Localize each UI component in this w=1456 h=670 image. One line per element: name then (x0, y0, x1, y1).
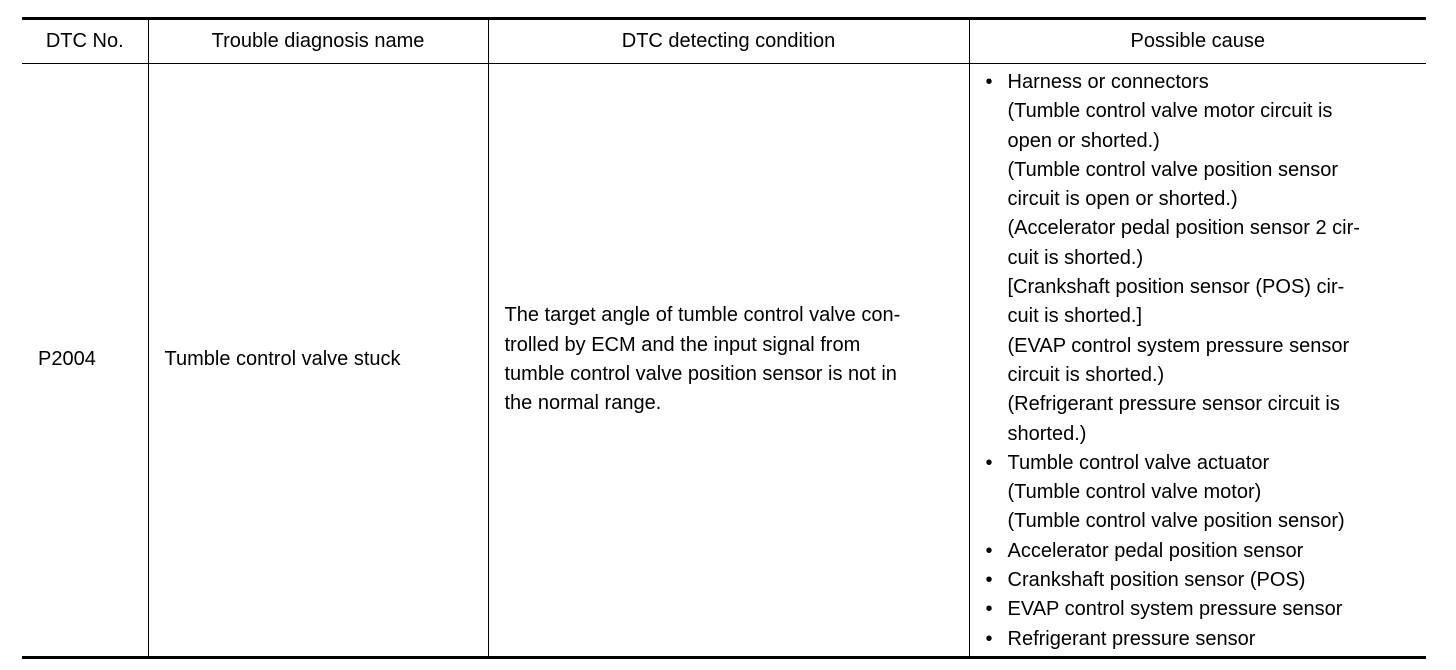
header-dtc-no: DTC No. (22, 19, 148, 64)
cause-item-crankshaft-sensor (984, 566, 1427, 595)
cause-line: cuit is shorted.] (1007, 305, 1143, 328)
cause-line: circuit is shorted.) (1007, 363, 1165, 386)
possible-cause-cell (969, 64, 1426, 658)
bullet-icon: • (985, 569, 993, 592)
cause-line: circuit is open or shorted.) (1007, 188, 1238, 211)
cause-line: [Crankshaft position sensor (POS) cir- (1007, 276, 1345, 299)
cause-line: (Refrigerant pressure sensor circuit is (1007, 393, 1340, 416)
bullet-icon: • (985, 539, 993, 562)
cause-item-evap-sensor (984, 595, 1427, 624)
table-header (22, 19, 1426, 64)
condition-line: trolled by ECM and the input signal from (504, 333, 861, 356)
cause-item-actuator (984, 449, 1427, 537)
condition-line: The target angle of tumble control valve con- (504, 304, 901, 327)
cause-line: (Accelerator pedal position sensor 2 cir- (1007, 217, 1360, 240)
cause-line: (Tumble control valve motor) (1007, 481, 1262, 504)
bullet-icon: • (985, 451, 993, 474)
table-row (22, 64, 1426, 658)
cause-line: (EVAP control system pressure sensor (1007, 334, 1350, 357)
table-body (22, 64, 1426, 658)
dtc-number-cell: P2004 (22, 64, 148, 658)
cause-line: open or shorted.) (1007, 129, 1160, 152)
header-possible-cause: Possible cause (969, 19, 1426, 64)
cause-line: shorted.) (1007, 422, 1087, 445)
bullet-icon: • (985, 627, 993, 650)
header-row (22, 19, 1426, 64)
cause-line: Harness or connectors (1007, 71, 1209, 93)
cause-line: Tumble control valve actuator (1007, 451, 1270, 474)
condition-line: the normal range. (504, 392, 662, 415)
trouble-diagnosis-name-cell: Tumble control valve stuck (148, 64, 488, 658)
possible-cause-list (984, 68, 1427, 654)
cause-line: (Tumble control valve position sensor) (1007, 510, 1345, 533)
header-dtc-detecting-condition: DTC detecting condition (488, 19, 969, 64)
cause-item-refrigerant-sensor (984, 625, 1427, 654)
cause-item-accelerator-sensor (984, 537, 1427, 566)
cause-line: Refrigerant pressure sensor (1007, 627, 1256, 650)
header-trouble-diagnosis-name: Trouble diagnosis name (148, 19, 488, 64)
cause-line: Accelerator pedal position sensor (1007, 539, 1304, 562)
cause-line: (Tumble control valve motor circuit is (1007, 100, 1333, 123)
detecting-condition-cell (488, 64, 969, 658)
bullet-icon: • (985, 71, 993, 93)
cause-line: cuit is shorted.) (1007, 246, 1144, 269)
condition-line: tumble control valve position sensor is not in (504, 362, 897, 385)
bullet-icon: • (985, 598, 993, 621)
cause-line: EVAP control system pressure sensor (1007, 598, 1343, 621)
cause-item-harness (984, 68, 1427, 449)
cause-line: Crankshaft position sensor (POS) (1007, 569, 1306, 592)
cause-line: (Tumble control valve position sensor (1007, 158, 1339, 181)
dtc-table (22, 17, 1426, 659)
